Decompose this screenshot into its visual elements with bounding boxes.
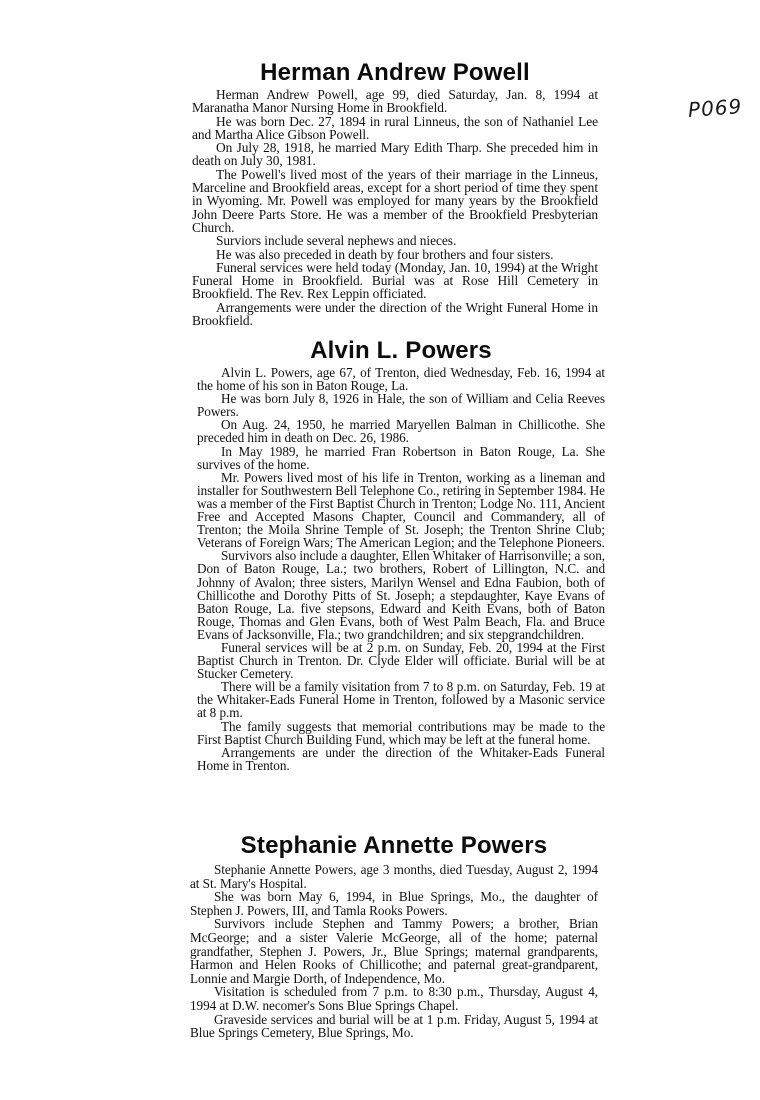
obituary-alvin-l-powers (197, 336, 605, 772)
handwritten-page-marker: P069 (687, 94, 744, 122)
obituary-paragraph: There will be a family visitation from 7 to 8 p.m. on Saturday, Feb. 19 at the Whitaker-Eads Funeral Home in Trenton, followed by a Masonic service at 8 p.m. (197, 679, 605, 721)
obituary-paragraph: The family suggests that memorial contributions may be made to the First Baptist Church Building Fund, which may be left at the funeral home. (197, 718, 605, 747)
obituary-paragraph: Alvin L. Powers, age 67, of Trenton, died Wednesday, Feb. 16, 1994 at the home of his son in Baton Rouge, La. (197, 365, 605, 394)
obituary-paragraph: Herman Andrew Powell, age 99, died Saturday, Jan. 8, 1994 at Maranatha Manor Nursing Home in Brookfield. (192, 87, 598, 116)
obituary-paragraph: Arrangements were under the direction of the Wright Funeral Home in Brookfield. (192, 299, 598, 329)
obituary-paragraph: Mr. Powers lived most of his life in Trenton, working as a lineman and installer for Southwestern Bell Telephone Co., retiring in September 1984. He was a member of the First Baptist Church in Trenton; Lodge No. 111, Ancient Free and Accepted Masons Chapter, Council and Commandery, all of Trenton; the Moila Shrine Temple of St. Joseph; the Trenton Shrine Club; Veterans of Foreign Wars; The American Legion; and the Telephone Pioneers. (197, 469, 605, 551)
obituary-paragraph: In May 1989, he married Fran Robertson in Baton Rouge, La. She survives of the home. (197, 443, 605, 472)
obituary-body (192, 88, 598, 327)
obituary-paragraph: On July 28, 1918, he married Mary Edith Tharp. She preceded him in death on July 30, 1981. (192, 140, 598, 169)
obituary-headline: Alvin L. Powers (310, 337, 492, 364)
obituary-paragraph: Graveside services and burial will be at 1 p.m. Friday, August 5, 1994 at Blue Springs Cemetery, Blue Springs, Mo. (190, 1011, 598, 1041)
obituary-paragraph: He was born Dec. 27, 1894 in rural Linneus, the son of Nathaniel Lee and Martha Alice Gibson Powell. (192, 113, 598, 142)
obituary-headline: Herman Andrew Powell (260, 59, 530, 86)
obituary-stephanie-annette-powers (190, 831, 598, 1040)
obituary-herman-andrew-powell (192, 58, 598, 327)
obituary-body (197, 366, 605, 772)
obituary-body (190, 863, 598, 1040)
obituary-paragraph: Survivors also include a daughter, Ellen Whitaker of Harrisonville; a son, Don of Baton Rouge, La.; two brothers, Robert of Lillington, N.C. and Johnny of Avalon; three sisters, Marilyn Wensel and Edna Faubion, both of Chillicothe and Dorothy Pitts of St. Joseph; a stepdaughter, Kaye Evans of Baton Rouge, La. five stepsons, Edward and Keith Evans, both of Baton Rouge, Thomas and Glen Evans, both of West Palm Beach, Fla. and Bruce Evans of Jacksonville, Fla.; two grandchildren; and six stepgrandchildren. (197, 548, 605, 642)
obituary-paragraph: On Aug. 24, 1950, he married Maryellen Balman in Chillicothe. She preceded him in death on Dec. 26, 1986. (197, 417, 605, 446)
obituary-paragraph: Stephanie Annette Powers, age 3 months, died Tuesday, August 2, 1994 at St. Mary's Hospital. (190, 862, 598, 891)
obituary-headline: Stephanie Annette Powers (240, 832, 548, 859)
obituary-paragraph: The Powell's lived most of the years of their marriage in the Linneus, Marceline and Brookfield areas, except for a short period of time they spent in Wyoming. Mr. Powell was employed for many years by the Brookfield John Deere Parts Store. He was a member of the Brookfield Presbyterian Church. (192, 166, 598, 235)
obituary-paragraph: He was born July 8, 1926 in Hale, the son of William and Celia Reeves Powers. (197, 391, 605, 420)
obituary-paragraph: Surviors include several nephews and nieces. (216, 233, 457, 249)
obituary-paragraph: Arrangements are under the direction of the Whitaker-Eads Funeral Home in Trenton. (197, 744, 605, 773)
obituary-paragraph: Funeral services were held today (Monday, Jan. 10, 1994) at the Wright Funeral Home in Brookfield. Burial was at Rose Hill Cemetery in Brookfield. The Rev. Rex Leppin officiated. (192, 259, 598, 302)
obituary-paragraph: Survivors include Stephen and Tammy Powers; a brother, Brian McGeorge; and a sister Valerie McGeorge, all of the home; paternal grandfather, Stephen J. Powers, Jr., Blue Springs; maternal grandparents, Harmon and Helen Rooks of Chillicothe; and paternal great-grandparent, Lonnie and Margie Dorth, of Independence, Mo. (190, 916, 598, 986)
obituary-paragraph: He was also preceded in death by four brothers and four sisters. (216, 246, 554, 262)
obituary-paragraph: She was born May 6, 1994, in Blue Springs, Mo., the daughter of Stephen J. Powers, III, and Tamla Rooks Powers. (190, 889, 598, 918)
obituary-paragraph: Funeral services will be at 2 p.m. on Sunday, Feb. 20, 1994 at the First Baptist Church in Trenton. Dr. Clyde Elder will officiate. Burial will be at Stucker Cemetery. (197, 639, 605, 682)
obituary-paragraph: Visitation is scheduled from 7 p.m. to 8:30 p.m., Thursday, August 4, 1994 at D.W. necomer's Sons Blue Springs Chapel. (190, 984, 598, 1013)
